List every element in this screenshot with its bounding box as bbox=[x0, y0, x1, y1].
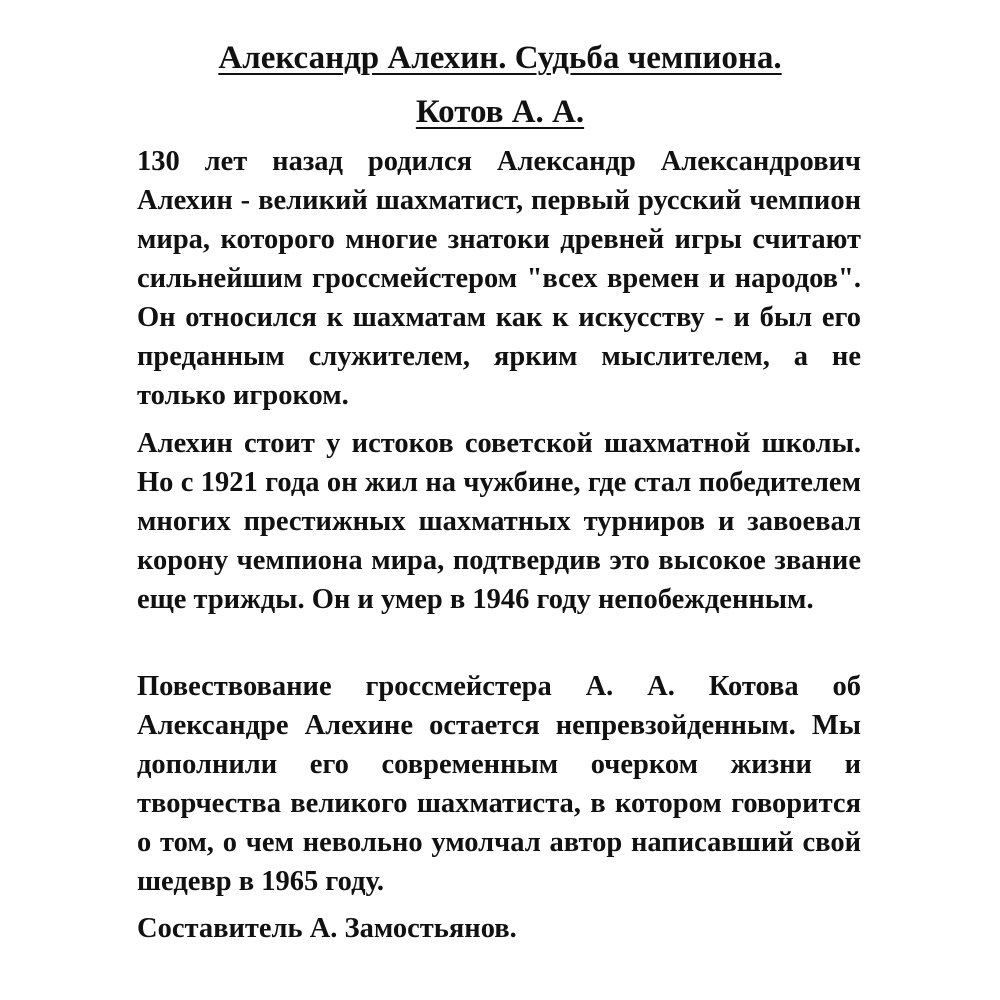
paragraph-career: Алехин стоит у истоков советской шахматной школы. Но с 1921 года он жил на чужбине, где стал победителем многих престижных шахматных турниров и завоевал корону чемпиона мира, подтвердив это высокое звание еще трижды. Он и умер в 1946 году непобежденным. bbox=[137, 428, 861, 615]
paragraph-intro: 130 лет назад родился Александр Александрович Алехин - великий шахматист, первый русский чемпион мира, которого многие знатоки древней игры считают сильнейшим гроссмейстером "всех времен и народов". Он относился к шахматам как к искусству - и был его преданным служителем, ярким мыслителем, а не только игроком. bbox=[137, 146, 861, 411]
paragraph-narrative: Повествование гроссмейстера А. А. Котова об Александре Алехине остается непревзойденным. Мы дополнили его современным очерком жизни и творчества великого шахматиста, в котором говорится о том, о чем невольно умолчал автор написавший свой шедевр в 1965 году. bbox=[137, 671, 861, 897]
book-title: Александр Алехин. Судьба чемпиона. bbox=[218, 40, 782, 76]
book-author: Котов А. А. bbox=[415, 94, 585, 130]
paragraph-compiler: Составитель А. Замостьянов. bbox=[137, 913, 517, 944]
